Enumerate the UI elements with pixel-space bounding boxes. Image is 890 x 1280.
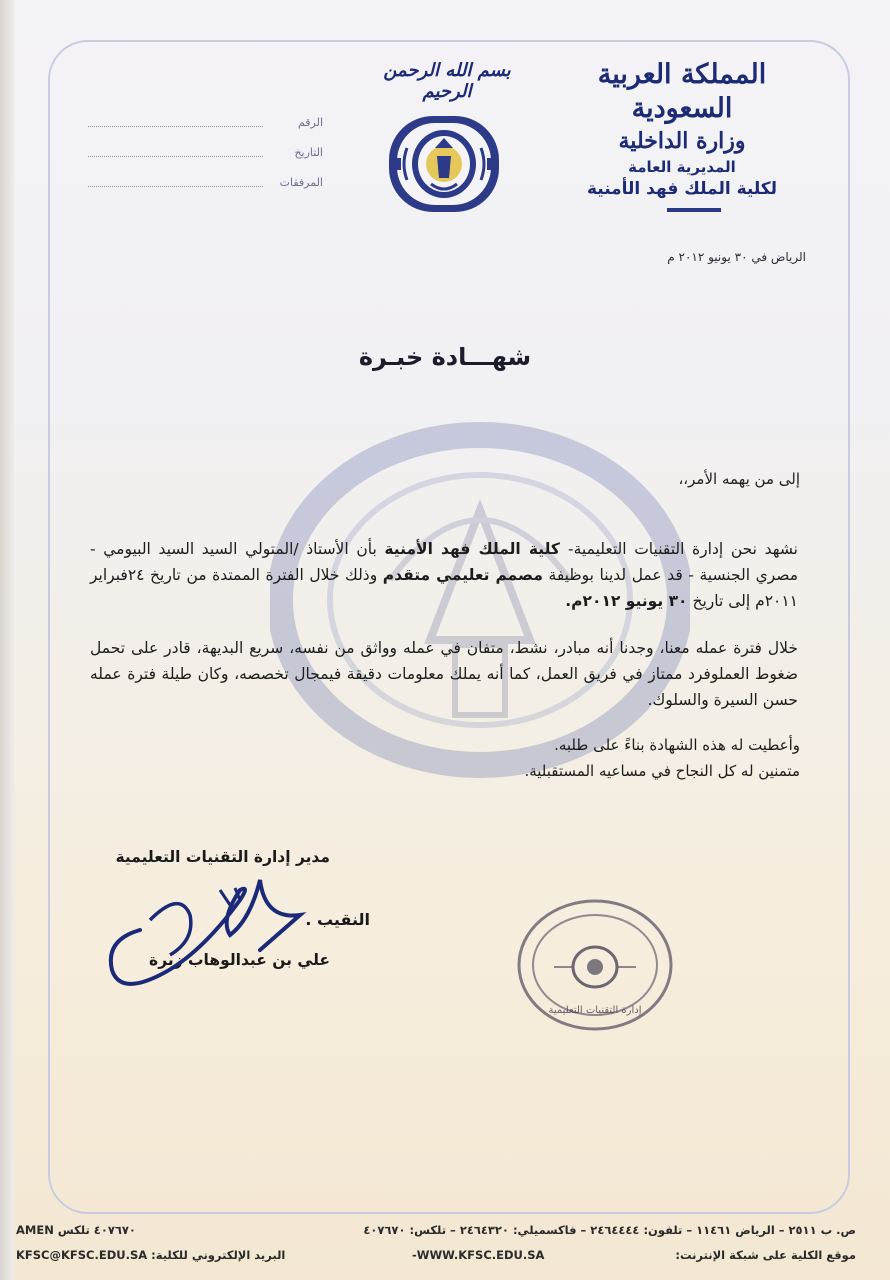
p1-text-c: بأن الأستاذ /المتولي السيد السيد البيومي - مصري الجنسية - قد عمل لدينا بوظيفة [90,540,798,584]
college-name: لكلية الملك فهد الأمنية [586,179,778,199]
dotted-line [88,186,263,187]
footer-telex: AMEN ٤٠٧٦٧٠ تلكس [16,1223,136,1237]
reference-fields [88,114,323,204]
ref-date-row [88,144,323,174]
stamp-text: إدارة التقنيات التعليمية [548,1005,642,1016]
bismillah-text: بسم الله الرحمن الرحيم [383,60,511,102]
issue-date: الرياض في ٣٠ يونيو ٢٠١٢ م [667,250,806,264]
footer-website: WWW.KFSC.EDU.SA- [412,1248,545,1262]
signatory-name: علي بن عبدالوهاب زبرة [149,951,330,969]
signatory-rank: النقيب . [305,910,370,929]
document-title: شهـــادة خبـرة [358,343,532,371]
header-divider [667,208,721,212]
p1-text-a: نشهد نحن إدارة التقنيات التعليمية- [568,540,798,558]
p1-college-name: كلية الملك فهد الأمنية [384,540,569,558]
handwritten-signature-icon [100,860,320,1000]
footer-address: ص. ب ٢٥١١ – الرياض ١١٤٦١ – تلفون: ٢٤٦٤٤٤٤ – فاكسميلي: ٢٤٦٤٣٢٠ – تلكس: ٤٠٧٦٧٠ [363,1223,856,1237]
p1-job-title: مصمم تعليمي متقدم [382,566,543,584]
official-stamp-icon [514,895,676,1035]
kfsc-emblem-icon [385,108,503,220]
ref-attachments-label: المرفقات [279,176,323,189]
kingdom-name: المملكة العربية السعودية [597,59,767,124]
ministry-name: وزارة الداخلية [618,128,746,154]
p1-end-date: ٣٠ يونيو ٢٠١٢م. [565,592,688,610]
dotted-line [88,126,263,127]
footer-email: KFSC@KFSC.EDU.SA :البريد الإلكتروني للكلية [16,1248,286,1262]
body-paragraph-1 [90,536,798,614]
dotted-line [88,156,263,157]
ref-number-label: الرقم [297,116,323,129]
footer-website-label: موقع الكلية على شبكة الإنترنت: [675,1248,856,1262]
ref-date-label: التاريخ [294,146,323,159]
ref-attachments-row [88,174,323,204]
ref-number-row [88,114,323,144]
p1-text-e: وذلك خلال الفترة الممتدة من تاريخ ٢٤فبراير ٢٠١١م إلى تاريخ [90,566,798,610]
directorate-name: المديرية العامة [628,158,736,176]
signatory-title: مدير إدارة التقنيات التعليمية [115,848,330,866]
closing-line-1: وأعطيت له هذه الشهادة بناءً على طلبه. [554,736,800,754]
institution-header [552,58,812,200]
salutation: إلى من يهمه الأمر،، [678,470,800,488]
closing-line-2: متمنين له كل النجاح في مساعيه المستقبلية. [524,762,800,780]
body-paragraph-2: خلال فترة عمله معنا، وجدنا أنه مبادر، نشط، متفان في عمله وواثق من نفسه، سريع البديهة، قادر على تحمل ضغوط العملوفرد ممتاز في فريق العمل، كما أنه يملك معلومات دقيقة فيمجال تخصصه، وكان طيلة فترة عمله حسن السيرة والسلوك. [90,639,798,709]
